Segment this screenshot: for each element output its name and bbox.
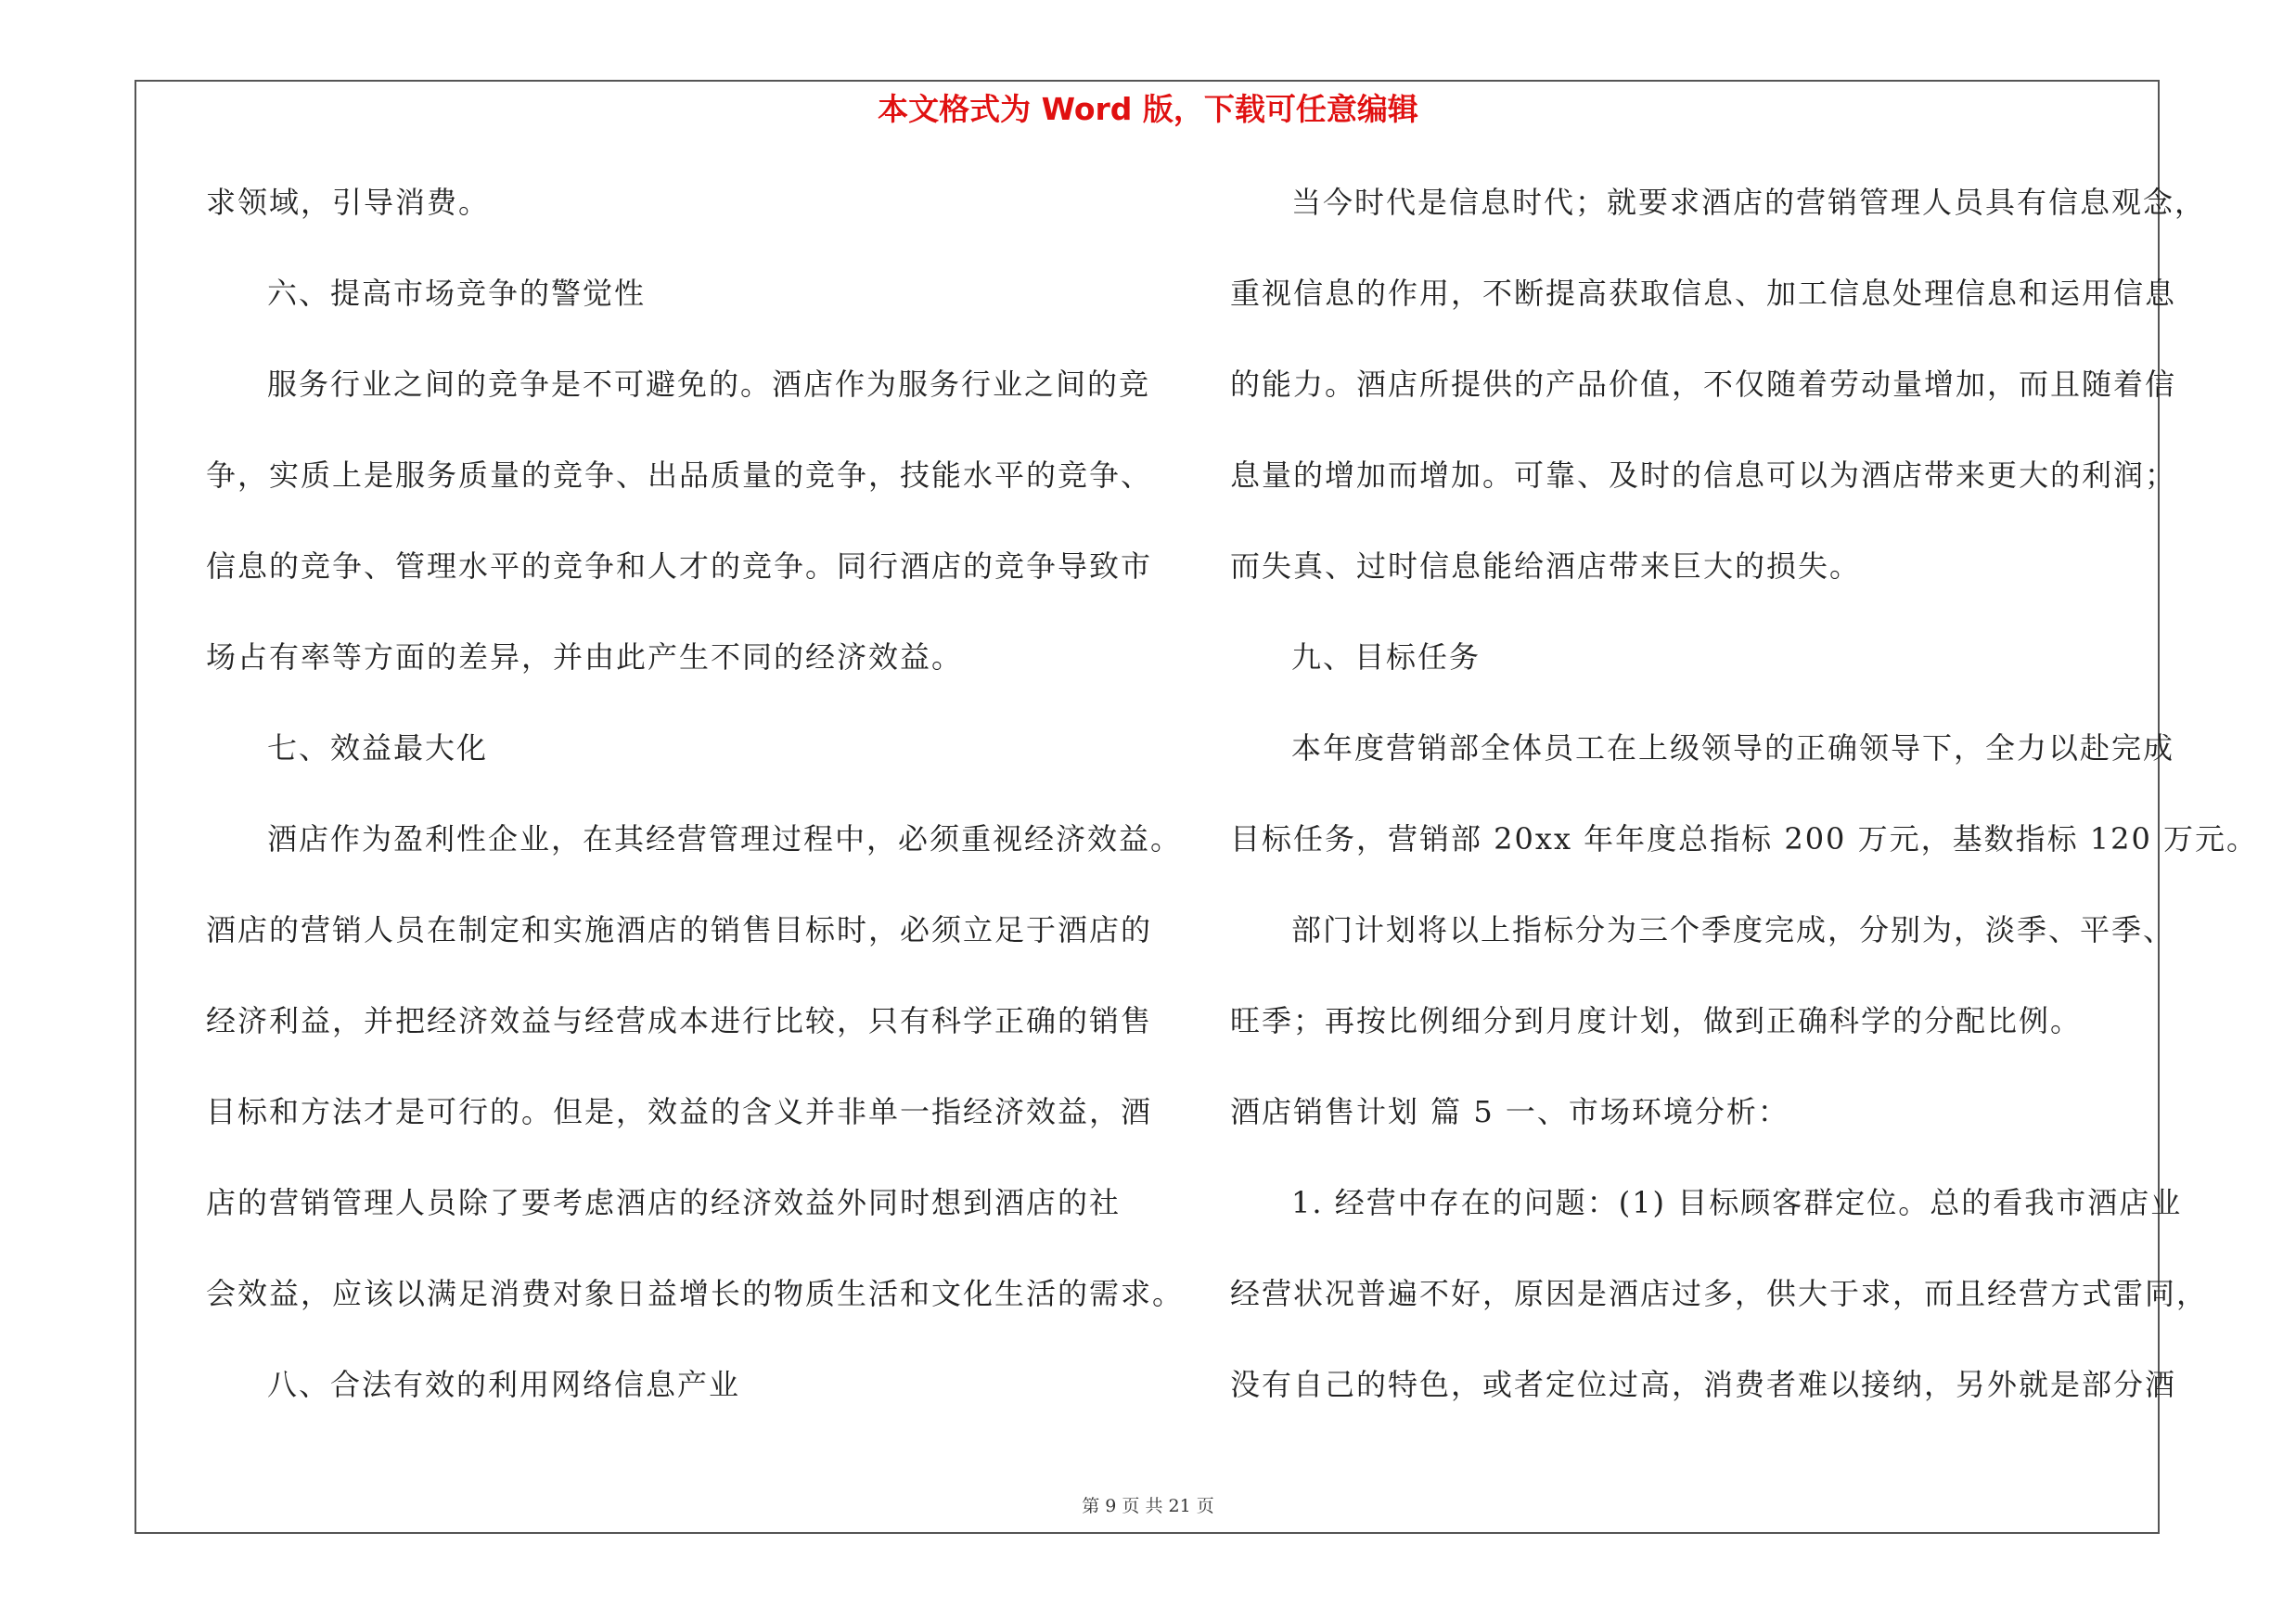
section-heading: 六、提高市场竞争的警觉性 — [267, 276, 647, 311]
page-number: 第 9 页 共 21 页 — [1082, 1496, 1214, 1516]
paragraph-line: 争，实质上是服务质量的竞争、出品质量的竞争，技能水平的竞争、 — [206, 457, 1153, 493]
section-heading: 酒店销售计划 篇 5 一、市场环境分析： — [1230, 1094, 1789, 1129]
paragraph-line: 部门计划将以上指标分为三个季度完成，分别为，淡季、平季、 — [1291, 912, 2175, 947]
paragraph-line: 息量的增加而增加。可靠、及时的信息可以为酒店带来更大的利润； — [1230, 457, 2177, 493]
paragraph-line: 当今时代是信息时代；就要求酒店的营销管理人员具有信息观念， — [1291, 185, 2207, 220]
section-heading: 八、合法有效的利用网络信息产业 — [267, 1367, 741, 1402]
paragraph-line: 店的营销管理人员除了要考虑酒店的经济效益外同时想到酒店的社 — [206, 1185, 1122, 1220]
paragraph-line: 1. 经营中存在的问题：(1) 目标顾客群定位。总的看我市酒店业 — [1291, 1185, 2183, 1220]
paragraph-line: 经济利益，并把经济效益与经营成本进行比较，只有科学正确的销售 — [206, 1003, 1153, 1038]
paragraph-line: 本年度营销部全体员工在上级领导的正确领导下，全力以赴完成 — [1291, 730, 2175, 766]
paragraph-line: 会效益，应该以满足消费对象日益增长的物质生活和文化生活的需求。 — [206, 1276, 1185, 1311]
paragraph-line: 的能力。酒店所提供的产品价值，不仅随着劳动量增加，而且随着信 — [1230, 367, 2177, 402]
page-banner: 本文格式为 Word 版，下载可任意编辑 — [878, 91, 1418, 127]
paragraph-line: 场占有率等方面的差异，并由此产生不同的经济效益。 — [206, 639, 964, 675]
paragraph-line: 经营状况普遍不好，原因是酒店过多，供大于求，而且经营方式雷同， — [1230, 1276, 2209, 1311]
paragraph-line: 目标任务，营销部 20xx 年年度总指标 200 万元，基数指标 120 万元。 — [1230, 821, 2259, 857]
paragraph-line: 没有自己的特色，或者定位过高，消费者难以接纳，另外就是部分酒 — [1230, 1367, 2177, 1402]
paragraph-line: 酒店的营销人员在制定和实施酒店的销售目标时，必须立足于酒店的 — [206, 912, 1153, 947]
section-heading: 九、目标任务 — [1291, 639, 1481, 675]
paragraph-line: 而失真、过时信息能给酒店带来巨大的损失。 — [1230, 548, 1862, 584]
paragraph-line: 旺季；再按比例细分到月度计划，做到正确科学的分配比例。 — [1230, 1003, 2083, 1038]
paragraph-line: 酒店作为盈利性企业，在其经营管理过程中，必须重视经济效益。 — [267, 821, 1183, 857]
paragraph-line: 求领域，引导消费。 — [206, 185, 491, 220]
section-heading: 七、效益最大化 — [267, 730, 489, 766]
paragraph-line: 信息的竞争、管理水平的竞争和人才的竞争。同行酒店的竞争导致市 — [206, 548, 1153, 584]
paragraph-line: 目标和方法才是可行的。但是，效益的含义并非单一指经济效益，酒 — [206, 1094, 1153, 1129]
paragraph-line: 重视信息的作用，不断提高获取信息、加工信息处理信息和运用信息 — [1230, 276, 2177, 311]
paragraph-line: 服务行业之间的竞争是不可避免的。酒店作为服务行业之间的竞 — [267, 367, 1151, 402]
